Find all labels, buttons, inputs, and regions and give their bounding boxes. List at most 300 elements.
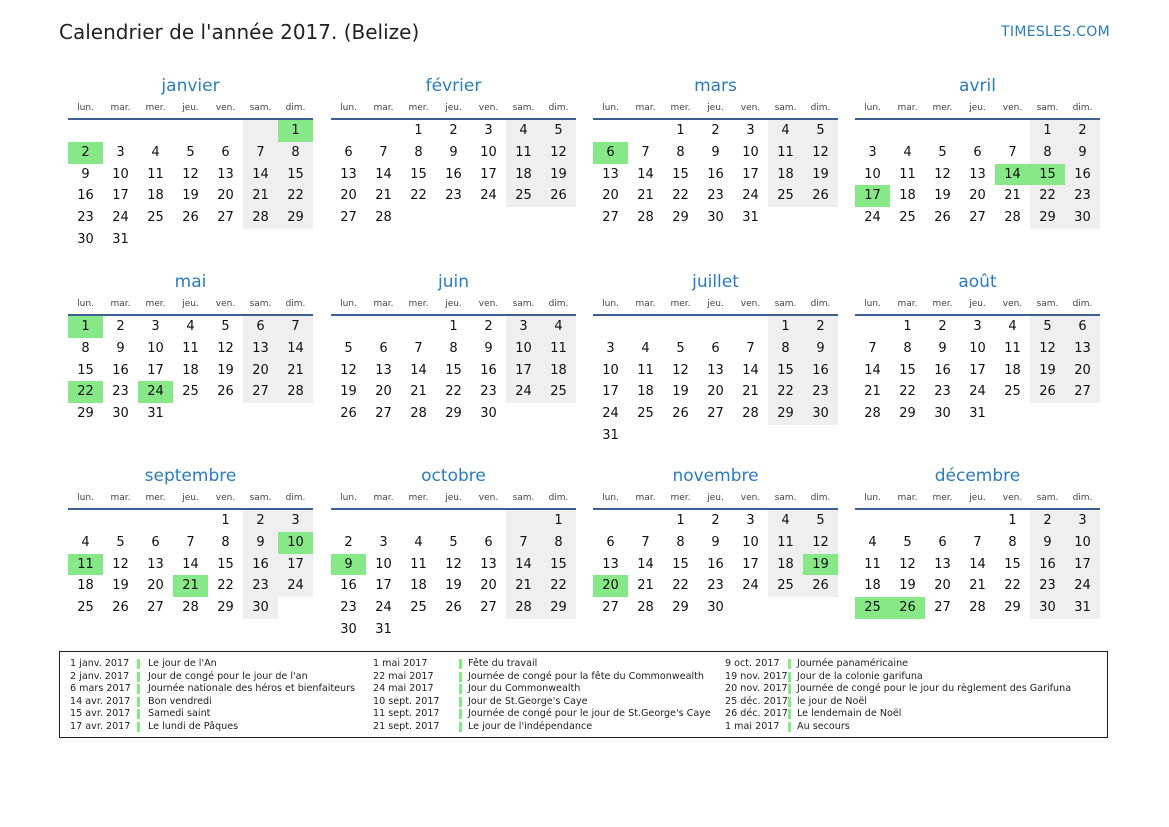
day-cell: 14 bbox=[995, 164, 1030, 186]
day-cell: 7 bbox=[186, 534, 195, 550]
weekday-label: ven. bbox=[478, 299, 499, 309]
month-title: février bbox=[425, 76, 482, 96]
month-juin bbox=[331, 270, 576, 425]
holiday-name: Le jour de l'An bbox=[148, 658, 217, 669]
month-novembre bbox=[593, 464, 838, 619]
holiday-date: 26 déc. 2017 bbox=[725, 708, 789, 720]
weekday-label: lun. bbox=[340, 299, 357, 309]
day-cell: 25 bbox=[768, 185, 803, 207]
day-cell: 17 bbox=[375, 578, 392, 594]
holiday-marker bbox=[459, 697, 462, 707]
day-cell: 3 bbox=[484, 123, 493, 138]
day-grid bbox=[331, 316, 576, 425]
day-cell: 13 bbox=[217, 166, 234, 182]
day-cell: 15 bbox=[77, 362, 94, 378]
day-cell: 4 bbox=[768, 120, 803, 142]
day-cell: 4 bbox=[541, 316, 576, 338]
day-cell: 24 bbox=[969, 384, 986, 400]
empty-cell bbox=[768, 597, 803, 619]
weekday-header bbox=[331, 294, 576, 316]
empty-cell bbox=[366, 120, 401, 142]
day-cell: 2 bbox=[116, 319, 125, 334]
day-cell: 8 bbox=[903, 340, 912, 356]
day-cell: 27 bbox=[1065, 381, 1100, 403]
day-cell: 14 bbox=[637, 166, 654, 182]
weekday-label: sam. bbox=[249, 299, 272, 309]
empty-cell bbox=[541, 207, 576, 229]
day-cell: 3 bbox=[116, 144, 125, 160]
day-cell: 28 bbox=[969, 600, 986, 616]
day-cell: 3 bbox=[746, 123, 755, 138]
weekday-label: lun. bbox=[340, 103, 357, 113]
day-cell: 29 bbox=[217, 600, 234, 616]
day-cell: 19 bbox=[541, 164, 576, 186]
day-cell: 27 bbox=[217, 210, 234, 226]
day-cell: 13 bbox=[1065, 338, 1100, 360]
weekday-label: jeu. bbox=[969, 299, 986, 309]
day-cell: 9 bbox=[711, 534, 720, 550]
day-cell: 25 bbox=[506, 185, 541, 207]
day-cell: 9 bbox=[938, 340, 947, 356]
weekday-label: jeu. bbox=[445, 103, 462, 113]
day-cell: 22 bbox=[278, 185, 313, 207]
day-cell: 16 bbox=[480, 362, 497, 378]
day-cell: 27 bbox=[969, 210, 986, 226]
day-cell: 23 bbox=[934, 384, 951, 400]
day-cell: 26 bbox=[112, 600, 129, 616]
day-cell: 21 bbox=[637, 578, 654, 594]
day-cell: 29 bbox=[445, 406, 462, 422]
weekday-header bbox=[593, 98, 838, 120]
holiday-name: Journée de congé pour le jour du règlement des Garifuna bbox=[797, 683, 1072, 695]
day-cell: 1 bbox=[68, 316, 103, 338]
holiday-name: Jour de St.George's Caye bbox=[468, 695, 588, 707]
weekday-label: dim. bbox=[548, 299, 569, 309]
day-cell: 15 bbox=[899, 362, 916, 378]
day-cell: 5 bbox=[541, 120, 576, 142]
day-cell: 7 bbox=[243, 142, 278, 164]
day-cell: 15 bbox=[278, 164, 313, 186]
day-cell: 31 bbox=[1065, 597, 1100, 619]
day-cell: 14 bbox=[969, 556, 986, 572]
empty-cell bbox=[663, 316, 698, 338]
weekday-label: mer. bbox=[932, 493, 953, 503]
day-grid bbox=[593, 510, 838, 619]
day-cell: 27 bbox=[602, 600, 619, 616]
weekday-label: mer. bbox=[408, 103, 429, 113]
weekday-label: dim. bbox=[548, 103, 569, 113]
day-cell: 9 bbox=[1065, 142, 1100, 164]
legend-item bbox=[725, 658, 1105, 671]
day-cell: 29 bbox=[541, 597, 576, 619]
empty-cell bbox=[768, 207, 803, 229]
day-cell: 10 bbox=[1065, 532, 1100, 554]
weekday-label: mar. bbox=[373, 493, 394, 503]
weekday-label: jeu. bbox=[707, 299, 724, 309]
day-cell: 19 bbox=[803, 554, 838, 576]
holiday-marker bbox=[459, 659, 462, 669]
weekday-label: dim. bbox=[285, 299, 306, 309]
day-cell: 7 bbox=[278, 316, 313, 338]
day-cell: 28 bbox=[1004, 210, 1021, 226]
holiday-date: 20 nov. 2017 bbox=[725, 683, 788, 695]
empty-cell bbox=[278, 597, 313, 619]
day-cell: 17 bbox=[1065, 554, 1100, 576]
day-cell: 24 bbox=[742, 578, 759, 594]
day-cell: 23 bbox=[480, 384, 497, 400]
legend-column bbox=[373, 658, 753, 734]
holiday-date: 24 mai 2017 bbox=[373, 683, 434, 695]
day-cell: 20 bbox=[340, 188, 357, 204]
weekday-label: mar. bbox=[897, 103, 918, 113]
day-cell: 23 bbox=[707, 188, 724, 204]
empty-cell bbox=[925, 510, 960, 532]
month-title: décembre bbox=[934, 466, 1021, 486]
day-cell: 7 bbox=[746, 340, 755, 356]
day-cell: 25 bbox=[768, 575, 803, 597]
weekday-label: ven. bbox=[1002, 299, 1023, 309]
day-cell: 8 bbox=[1030, 142, 1065, 164]
empty-cell bbox=[366, 510, 401, 532]
day-cell: 8 bbox=[676, 534, 685, 550]
day-cell: 23 bbox=[77, 210, 94, 226]
empty-cell bbox=[960, 120, 995, 142]
empty-cell bbox=[855, 120, 890, 142]
weekday-label: lun. bbox=[864, 103, 881, 113]
day-cell: 2 bbox=[1030, 510, 1065, 532]
day-cell: 23 bbox=[803, 381, 838, 403]
day-cell: 20 bbox=[1065, 360, 1100, 382]
holiday-name: Le lendemain de Noël bbox=[797, 708, 902, 720]
day-cell: 21 bbox=[506, 575, 541, 597]
day-cell: 23 bbox=[445, 188, 462, 204]
weekday-label: dim. bbox=[1072, 103, 1093, 113]
weekday-header bbox=[331, 488, 576, 510]
empty-cell bbox=[506, 207, 541, 229]
day-cell: 19 bbox=[445, 578, 462, 594]
weekday-label: sam. bbox=[1036, 493, 1059, 503]
day-cell: 14 bbox=[375, 166, 392, 182]
day-cell: 22 bbox=[410, 188, 427, 204]
day-cell: 2 bbox=[938, 319, 947, 334]
empty-cell bbox=[593, 120, 628, 142]
empty-cell bbox=[506, 403, 541, 425]
day-cell: 6 bbox=[484, 534, 493, 550]
holiday-name: Le lundi de Pâques bbox=[148, 720, 239, 732]
day-cell: 28 bbox=[506, 597, 541, 619]
day-cell: 11 bbox=[68, 554, 103, 576]
day-cell: 20 bbox=[147, 578, 164, 594]
empty-cell bbox=[628, 425, 663, 447]
day-cell: 20 bbox=[243, 360, 278, 382]
legend-item bbox=[373, 683, 753, 696]
empty-cell bbox=[471, 207, 506, 229]
weekday-label: lun. bbox=[864, 493, 881, 503]
holiday-name: Journée de congé pour le jour de St.George's Caye bbox=[468, 708, 711, 720]
holiday-name: Le jour de l'indépendance bbox=[468, 720, 593, 732]
brand-link[interactable]: TIMESLES.COM bbox=[1001, 24, 1110, 40]
weekday-label: sam. bbox=[774, 299, 797, 309]
day-cell: 27 bbox=[147, 600, 164, 616]
legend-item bbox=[725, 721, 1105, 734]
empty-cell bbox=[331, 316, 366, 338]
weekday-header bbox=[593, 488, 838, 510]
day-cell: 2 bbox=[449, 123, 458, 138]
day-cell: 4 bbox=[506, 120, 541, 142]
day-cell: 6 bbox=[593, 142, 628, 164]
day-cell: 8 bbox=[81, 340, 90, 356]
holiday-date: 1 mai 2017 bbox=[725, 720, 780, 732]
legend-item bbox=[373, 696, 753, 709]
day-cell: 13 bbox=[602, 166, 619, 182]
day-cell: 13 bbox=[340, 166, 357, 182]
day-cell: 19 bbox=[182, 188, 199, 204]
day-grid bbox=[593, 120, 838, 229]
day-cell: 5 bbox=[186, 144, 195, 160]
day-cell: 1 bbox=[1008, 513, 1017, 528]
day-cell: 15 bbox=[445, 362, 462, 378]
day-cell: 17 bbox=[506, 360, 541, 382]
weekday-label: mar. bbox=[897, 493, 918, 503]
day-cell: 12 bbox=[182, 166, 199, 182]
day-cell: 21 bbox=[1004, 188, 1021, 204]
holiday-name: le jour de Noël bbox=[797, 695, 867, 707]
day-cell: 5 bbox=[903, 534, 912, 550]
empty-cell bbox=[401, 510, 436, 532]
month-décembre bbox=[855, 464, 1100, 619]
weekday-header bbox=[68, 294, 313, 316]
weekday-label: ven. bbox=[1002, 493, 1023, 503]
month-title: novembre bbox=[672, 466, 759, 486]
empty-cell bbox=[401, 619, 436, 641]
legend-item bbox=[373, 671, 753, 684]
month-title: avril bbox=[959, 76, 996, 96]
empty-cell bbox=[68, 510, 103, 532]
day-cell: 23 bbox=[112, 384, 129, 400]
day-cell: 16 bbox=[445, 166, 462, 182]
day-cell: 21 bbox=[742, 384, 759, 400]
day-cell: 27 bbox=[707, 406, 724, 422]
day-cell: 29 bbox=[278, 207, 313, 229]
weekday-label: mer. bbox=[145, 103, 166, 113]
day-cell: 14 bbox=[637, 556, 654, 572]
day-cell: 10 bbox=[278, 532, 313, 554]
month-title: octobre bbox=[421, 466, 486, 486]
legend-item bbox=[725, 671, 1105, 684]
day-cell: 13 bbox=[375, 362, 392, 378]
holiday-marker bbox=[137, 709, 140, 719]
day-cell: 20 bbox=[217, 188, 234, 204]
day-cell: 4 bbox=[81, 534, 90, 550]
day-cell: 6 bbox=[221, 144, 230, 160]
weekday-label: mer. bbox=[408, 493, 429, 503]
day-cell: 9 bbox=[331, 554, 366, 576]
day-cell: 2 bbox=[243, 510, 278, 532]
day-cell: 25 bbox=[541, 381, 576, 403]
day-cell: 5 bbox=[221, 319, 230, 334]
day-cell: 26 bbox=[340, 406, 357, 422]
weekday-label: sam. bbox=[512, 299, 535, 309]
day-cell: 9 bbox=[1030, 532, 1065, 554]
weekday-label: lun. bbox=[77, 493, 94, 503]
day-cell: 15 bbox=[541, 554, 576, 576]
holiday-name: Jour du Commonwealth bbox=[468, 683, 581, 695]
day-cell: 24 bbox=[278, 575, 313, 597]
empty-cell bbox=[855, 510, 890, 532]
day-cell: 5 bbox=[676, 340, 685, 356]
weekday-label: mer. bbox=[670, 103, 691, 113]
weekday-label: lun. bbox=[602, 103, 619, 113]
empty-cell bbox=[541, 619, 576, 641]
empty-cell bbox=[925, 120, 960, 142]
empty-cell bbox=[1030, 403, 1065, 425]
holiday-name: Jour de la colonie garifuna bbox=[797, 670, 923, 682]
weekday-label: jeu. bbox=[182, 299, 199, 309]
weekday-label: sam. bbox=[512, 493, 535, 503]
weekday-label: ven. bbox=[215, 299, 236, 309]
day-cell: 28 bbox=[637, 210, 654, 226]
day-cell: 29 bbox=[1004, 600, 1021, 616]
empty-cell bbox=[733, 425, 768, 447]
day-cell: 26 bbox=[182, 210, 199, 226]
day-cell: 2 bbox=[803, 316, 838, 338]
day-cell: 23 bbox=[243, 575, 278, 597]
holiday-name: Au secours bbox=[797, 720, 850, 732]
day-cell: 20 bbox=[480, 578, 497, 594]
day-cell: 12 bbox=[217, 340, 234, 356]
empty-cell bbox=[401, 207, 436, 229]
month-juillet bbox=[593, 270, 838, 447]
day-cell: 12 bbox=[1030, 338, 1065, 360]
day-cell: 5 bbox=[344, 340, 353, 356]
day-grid bbox=[68, 510, 313, 619]
weekday-label: mer. bbox=[932, 103, 953, 113]
weekday-label: mer. bbox=[670, 299, 691, 309]
day-cell: 22 bbox=[1030, 185, 1065, 207]
day-cell: 8 bbox=[449, 340, 458, 356]
day-cell: 7 bbox=[641, 534, 650, 550]
holiday-marker bbox=[459, 722, 462, 732]
day-cell: 27 bbox=[340, 210, 357, 226]
day-cell: 1 bbox=[414, 123, 423, 138]
holiday-marker bbox=[459, 672, 462, 682]
empty-cell bbox=[331, 120, 366, 142]
empty-cell bbox=[506, 619, 541, 641]
day-cell: 26 bbox=[890, 597, 925, 619]
day-cell: 3 bbox=[1065, 510, 1100, 532]
day-cell: 9 bbox=[711, 144, 720, 160]
empty-cell bbox=[471, 619, 506, 641]
day-cell: 13 bbox=[147, 556, 164, 572]
holiday-date: 1 mai 2017 bbox=[373, 658, 428, 669]
weekday-label: ven. bbox=[1002, 103, 1023, 113]
day-cell: 15 bbox=[672, 166, 689, 182]
day-cell: 10 bbox=[969, 340, 986, 356]
day-cell: 24 bbox=[480, 188, 497, 204]
day-cell: 16 bbox=[340, 578, 357, 594]
weekday-label: mar. bbox=[897, 299, 918, 309]
day-cell: 26 bbox=[541, 185, 576, 207]
day-cell: 19 bbox=[803, 164, 838, 186]
day-cell: 15 bbox=[217, 556, 234, 572]
day-cell: 21 bbox=[375, 188, 392, 204]
day-cell: 31 bbox=[602, 427, 619, 443]
weekday-label: mar. bbox=[373, 299, 394, 309]
holiday-name: Journée panaméricaine bbox=[797, 658, 909, 669]
day-cell: 28 bbox=[375, 210, 392, 226]
month-avril bbox=[855, 74, 1100, 229]
day-cell: 22 bbox=[68, 381, 103, 403]
holiday-name: Journée nationale des héros et bienfaiteurs bbox=[148, 683, 356, 695]
weekday-label: jeu. bbox=[182, 103, 199, 113]
day-cell: 5 bbox=[1030, 316, 1065, 338]
day-cell: 20 bbox=[934, 578, 951, 594]
day-cell: 16 bbox=[1065, 164, 1100, 186]
holiday-date: 17 avr. 2017 bbox=[70, 720, 131, 732]
weekday-label: dim. bbox=[810, 299, 831, 309]
day-cell: 15 bbox=[768, 360, 803, 382]
weekday-header bbox=[855, 488, 1100, 510]
day-cell: 3 bbox=[506, 316, 541, 338]
day-cell: 26 bbox=[217, 384, 234, 400]
weekday-label: dim. bbox=[810, 103, 831, 113]
holiday-date: 10 sept. 2017 bbox=[373, 695, 440, 707]
day-cell: 18 bbox=[899, 188, 916, 204]
weekday-label: dim. bbox=[1072, 493, 1093, 503]
empty-cell bbox=[733, 316, 768, 338]
holiday-date: 2 janv. 2017 bbox=[70, 670, 130, 682]
month-janvier bbox=[68, 74, 313, 251]
day-cell: 30 bbox=[934, 406, 951, 422]
weekday-label: ven. bbox=[215, 103, 236, 113]
day-cell: 2 bbox=[344, 534, 353, 550]
empty-cell bbox=[471, 510, 506, 532]
holiday-marker bbox=[137, 659, 140, 669]
day-cell: 24 bbox=[138, 381, 173, 403]
day-cell: 6 bbox=[606, 534, 615, 550]
holiday-name: Journée de congé pour la fête du Commonwealth bbox=[468, 670, 704, 682]
empty-cell bbox=[593, 316, 628, 338]
day-cell: 6 bbox=[379, 340, 388, 356]
day-cell: 9 bbox=[81, 166, 90, 182]
day-cell: 28 bbox=[278, 381, 313, 403]
day-cell: 7 bbox=[1008, 144, 1017, 160]
empty-cell bbox=[208, 403, 243, 425]
empty-cell bbox=[663, 425, 698, 447]
weekday-label: mar. bbox=[110, 103, 131, 113]
day-cell: 25 bbox=[899, 210, 916, 226]
weekday-label: mar. bbox=[635, 299, 656, 309]
empty-cell bbox=[541, 403, 576, 425]
day-cell: 8 bbox=[1008, 534, 1017, 550]
holiday-name: Jour de congé pour le jour de l'an bbox=[148, 670, 308, 682]
day-cell: 4 bbox=[768, 510, 803, 532]
day-cell: 29 bbox=[672, 600, 689, 616]
day-cell: 26 bbox=[445, 600, 462, 616]
day-cell: 28 bbox=[637, 600, 654, 616]
day-cell: 14 bbox=[243, 164, 278, 186]
weekday-label: lun. bbox=[602, 493, 619, 503]
holiday-marker bbox=[137, 684, 140, 694]
weekday-label: mar. bbox=[635, 103, 656, 113]
day-cell: 16 bbox=[112, 362, 129, 378]
empty-cell bbox=[436, 207, 471, 229]
empty-cell bbox=[103, 510, 138, 532]
holiday-marker bbox=[788, 684, 791, 694]
day-cell: 1 bbox=[1030, 120, 1065, 142]
day-cell: 16 bbox=[1030, 554, 1065, 576]
day-cell: 7 bbox=[868, 340, 877, 356]
